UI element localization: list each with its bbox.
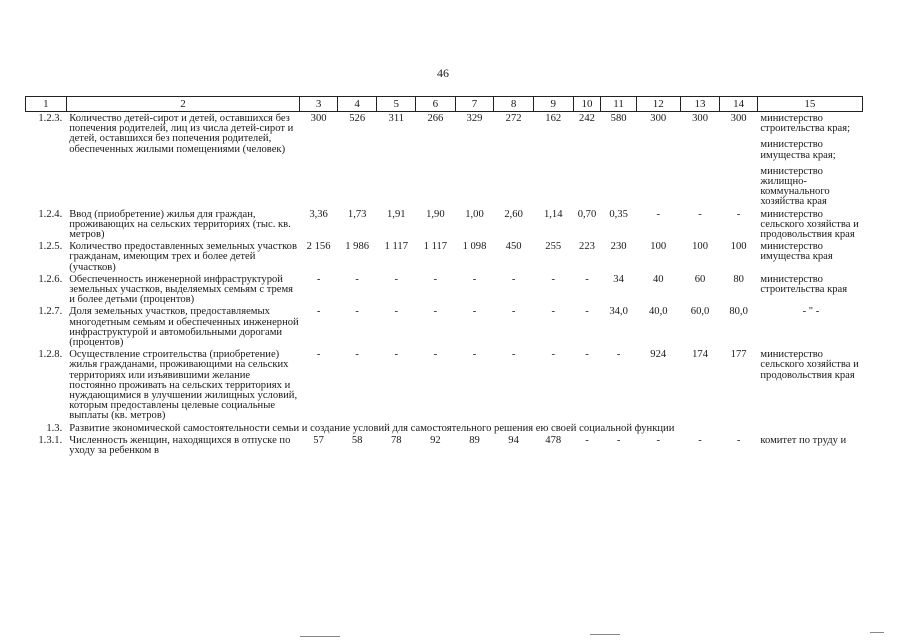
value-cell: 300 [650, 113, 667, 124]
value-cell: 1,14 [543, 208, 563, 220]
header-cell: 10 [573, 97, 601, 112]
value-cell: - [511, 273, 516, 285]
value-cell: - [394, 306, 399, 318]
header-row [26, 97, 863, 112]
indicator-name: Количество предоставленных земельных участков гражданам, имеющим трех и более детей (участков) [69, 241, 297, 273]
ministry-name: - " - [802, 306, 820, 318]
value-cell: - [736, 434, 741, 446]
value-cell: - [316, 349, 321, 361]
header-cell: 5 [377, 97, 416, 112]
value-cell: 80 [733, 273, 744, 285]
header-cell: 12 [636, 97, 680, 112]
value-cell: 0,70 [577, 208, 597, 220]
value-cell: 162 [545, 113, 562, 124]
value-cell: 526 [349, 113, 366, 124]
value-cell: - [656, 434, 661, 446]
ministry-cell [757, 240, 862, 273]
table-row [26, 240, 863, 273]
row-number: 1.2.6. [38, 273, 63, 285]
value-cell: 174 [692, 349, 708, 361]
value-cell: - [585, 273, 589, 285]
table-row [26, 305, 863, 348]
header-cell: 14 [720, 97, 758, 112]
value-cell: 580 [610, 113, 627, 124]
value-cell: - [316, 306, 321, 318]
value-cell: 60 [694, 273, 706, 285]
value-cell: 80,0 [729, 306, 748, 318]
value-cell: 1,91 [387, 208, 406, 220]
row-number: 1.2.7. [38, 306, 63, 318]
ministry-name: министерство имущества края [760, 241, 833, 263]
value-cell: 40 [652, 273, 664, 285]
indicators-table [25, 96, 863, 456]
ministry-cell [757, 348, 862, 421]
value-cell: - [585, 306, 589, 318]
page-number: 46 [437, 66, 449, 80]
header-cell: 9 [533, 97, 573, 112]
value-cell: - [433, 306, 438, 318]
value-cell: 40,0 [648, 306, 668, 318]
row-number: 1.3.1. [38, 434, 63, 446]
value-cell: 230 [610, 241, 627, 253]
scan-artifact [590, 634, 620, 635]
section-row [26, 422, 863, 434]
value-cell: 1,90 [426, 208, 445, 220]
ministry-cell [757, 208, 862, 241]
header-cell: 11 [601, 97, 636, 112]
table-row [26, 434, 863, 456]
value-cell: - [355, 273, 359, 285]
value-cell: - [316, 273, 321, 285]
value-cell: - [472, 306, 477, 318]
value-cell: 58 [351, 434, 363, 446]
header-cell: 2 [66, 97, 300, 112]
value-cell: - [656, 208, 661, 220]
row-number: 1.2.8. [38, 349, 63, 361]
ministry-cell [757, 273, 862, 306]
value-cell: - [616, 349, 621, 361]
value-cell: - [511, 349, 516, 361]
value-cell: - [511, 306, 516, 318]
value-cell: 272 [505, 113, 522, 124]
value-cell: 78 [390, 434, 402, 446]
value-cell: 1 117 [423, 241, 448, 253]
table-row [26, 208, 863, 241]
section-number: 1.3. [46, 422, 63, 434]
value-cell: 311 [388, 113, 405, 124]
row-number: 1.2.5. [38, 241, 63, 253]
table-row [26, 112, 863, 208]
header-cell: 15 [757, 97, 862, 112]
section-title: Развитие экономической самостоятельности семьи и создание условий для самостоятельного решения ею своей социальной функции [69, 422, 675, 434]
value-cell: 2 156 [306, 241, 331, 253]
value-cell: 1,73 [347, 208, 367, 220]
row-number: 1.2.4. [38, 208, 63, 220]
header-cell: 7 [455, 97, 494, 112]
value-cell: 3,36 [309, 208, 328, 220]
scan-artifact [300, 636, 340, 637]
value-cell: - [585, 349, 589, 361]
value-cell: 2,60 [504, 208, 523, 220]
header-cell: 6 [416, 97, 456, 112]
ministry-name: комитет по труду и [760, 434, 847, 446]
row-number: 1.2.3. [38, 113, 63, 124]
header-cell: 1 [26, 97, 67, 112]
value-cell: 0,35 [609, 208, 628, 220]
table-row [26, 348, 863, 421]
value-cell: 60,0 [690, 306, 710, 318]
value-cell: 242 [579, 113, 595, 124]
value-cell: 100 [692, 241, 708, 253]
value-cell: - [585, 434, 589, 446]
value-cell: 57 [313, 434, 324, 446]
value-cell: 300 [310, 113, 327, 124]
ministry-cell [757, 434, 862, 456]
value-cell: - [472, 349, 477, 361]
value-cell: 34 [613, 273, 624, 285]
value-cell: 1 098 [462, 241, 487, 253]
value-cell: 177 [730, 349, 747, 361]
value-cell: 100 [650, 241, 667, 253]
header-cell: 13 [680, 97, 720, 112]
indicator-name: Осуществление строительства (приобретение) жилья гражданами, проживающими на сельских территориях или изъявившими желание постоянно проживать на сельских территориях и нуждающимися в улучшении жилищных условий, которым предоставлены целевые социальные выплаты (кв. метров) [69, 349, 298, 422]
ministry-name: министерство сельского хозяйства и продовольствия края [760, 349, 859, 381]
value-cell: 450 [505, 241, 522, 253]
value-cell: 89 [469, 434, 480, 446]
value-cell: 924 [650, 349, 667, 361]
value-cell: - [355, 306, 359, 318]
value-cell: 255 [545, 241, 562, 253]
ministry-name: министерство сельского хозяйства и продовольствия края [760, 208, 859, 241]
value-cell: - [616, 434, 621, 446]
indicator-name: Численность женщин, находящихся в отпуске по уходу за ребенком в [69, 434, 291, 457]
value-cell: 300 [730, 113, 747, 124]
indicator-name: Количество детей-сирот и детей, оставшихся без попечения родителей, лиц из числа детей-сирот и детей, оставшихся без попечения родителей, обеспеченных жилыми помещениями (человек) [69, 113, 294, 155]
indicator-name: Ввод (приобретение) жилья для граждан, проживающих на сельских территориях (тыс. кв. метров) [69, 208, 291, 241]
value-cell: 1 117 [384, 241, 408, 253]
scan-artifact [870, 632, 884, 633]
value-cell: - [551, 306, 555, 318]
value-cell: - [698, 434, 702, 446]
value-cell: - [394, 349, 399, 361]
value-cell: - [551, 273, 555, 285]
value-cell: 34,0 [609, 306, 628, 318]
value-cell: - [433, 273, 438, 285]
header-cell: 3 [300, 97, 338, 112]
table-row [26, 273, 863, 306]
header-cell: 4 [337, 97, 377, 112]
indicator-name: Доля земельных участков, предоставляемых многодетным семьям и обеспеченных инженерной инфраструктурой и автомобильными дорогами (процентов) [69, 306, 299, 349]
ministry-cell [757, 112, 862, 208]
header-cell: 8 [494, 97, 534, 112]
value-cell: 266 [427, 113, 444, 124]
value-cell: 92 [430, 434, 441, 446]
value-cell: - [355, 349, 359, 361]
value-cell: 1,00 [465, 208, 484, 220]
value-cell: - [472, 273, 477, 285]
ministry-name: министерство жилищно-коммунального хозяйства края [760, 165, 830, 208]
value-cell: - [736, 208, 741, 220]
ministry-name: министерство строительства края; [760, 113, 851, 135]
value-cell: 100 [730, 241, 747, 253]
value-cell: - [698, 208, 702, 220]
value-cell: - [551, 349, 555, 361]
value-cell: 223 [579, 241, 595, 253]
value-cell: - [394, 273, 399, 285]
indicator-name: Обеспеченность инженерной инфраструктурой земельных участков, выделяемых семьям с тремя и более детьми (процентов) [69, 273, 294, 306]
value-cell: 1 986 [345, 241, 370, 253]
ministry-name: министерство строительства края [760, 273, 848, 296]
value-cell: 300 [692, 113, 708, 124]
value-cell: 329 [466, 113, 483, 124]
value-cell: - [433, 349, 438, 361]
ministry-cell [757, 305, 862, 348]
value-cell: 94 [508, 434, 519, 446]
ministry-name: министерство имущества края; [760, 139, 836, 161]
value-cell: 478 [545, 434, 562, 446]
